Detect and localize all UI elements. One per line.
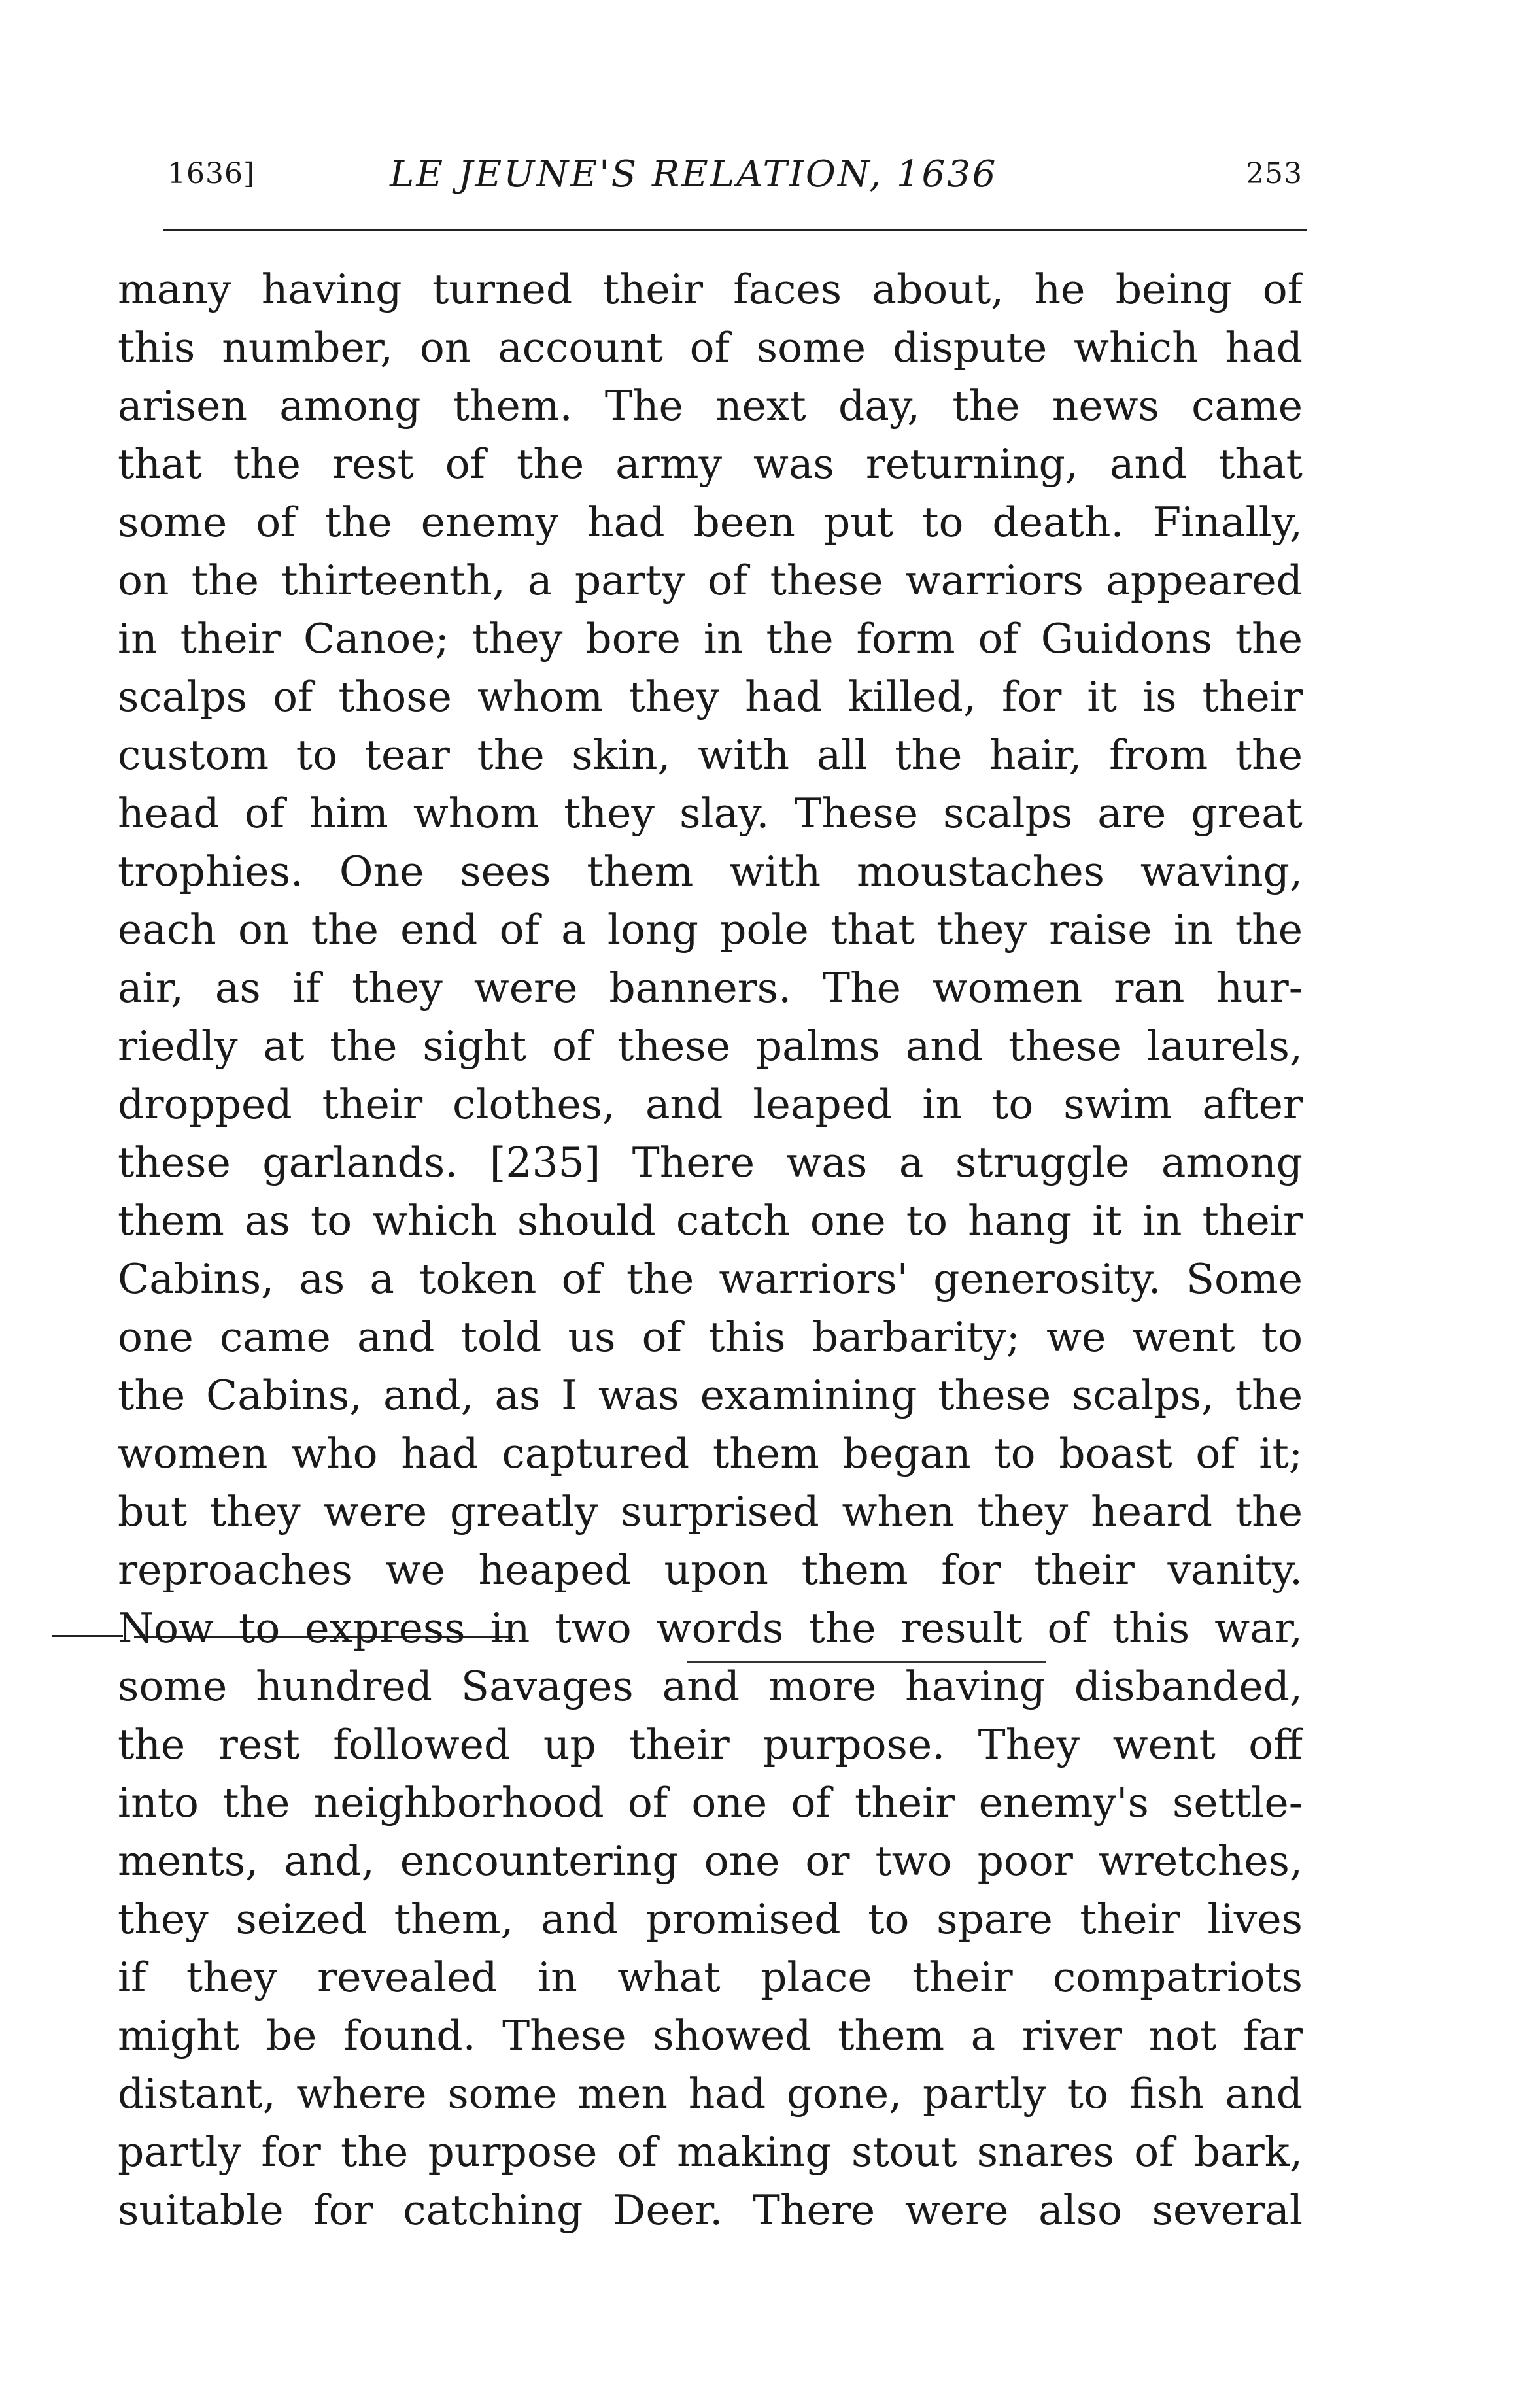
text-line: the Cabins, and, as I was examining these scalps, the (118, 1371, 1303, 1419)
text-line: in their Canoe; they bore in the form of Guidons the (118, 615, 1303, 662)
text-line: riedly at the sight of these palms and these laurels, (118, 1022, 1303, 1070)
text-line: the rest followed up their purpose. They went off (118, 1721, 1303, 1768)
text-line: trophies. One sees them with moustaches waving, (118, 848, 1303, 895)
text-line: custom to tear the skin, with all the hair, from the (118, 731, 1303, 779)
text-line: Now to express in two words the result of this war, (118, 1604, 1303, 1652)
text-line: this number, on account of some dispute which had (118, 324, 1303, 371)
text-line: if they revealed in what place their compatriots (118, 1953, 1303, 2001)
body-text (118, 260, 1303, 2239)
text-line: these garlands. [235] There was a struggle among (118, 1139, 1303, 1186)
text-line: they seized them, and promised to spare their lives (118, 1895, 1303, 1943)
text-line: but they were greatly surprised when they heard the (118, 1488, 1303, 1536)
text-line: suitable for catching Deer. There were also several (118, 2186, 1303, 2234)
text-line: some of the enemy had been put to death. Finally, (118, 498, 1303, 546)
running-header (167, 153, 1303, 205)
text-line: air, as if they were banners. The women ran hur- (118, 964, 1303, 1012)
header-rule (163, 229, 1307, 231)
text-line: might be found. These showed them a river not far (118, 2012, 1303, 2059)
text-line: on the thirteenth, a party of these warriors appeared (118, 557, 1303, 604)
text-line: ments, and, encountering one or two poor wretches, (118, 1837, 1303, 1885)
text-line: dropped their clothes, and leaped in to swim after (118, 1080, 1303, 1128)
text-line: head of him whom they slay. These scalps are great (118, 789, 1303, 837)
text-line: one came and told us of this barbarity; we went to (118, 1313, 1303, 1361)
text-line: into the neighborhood of one of their enemy's settle- (118, 1779, 1303, 1827)
header-year: 1636] (167, 157, 256, 190)
text-line: arisen among them. The next day, the news came (118, 382, 1303, 430)
text-line: partly for the purpose of making stout snares of bark, (118, 2128, 1303, 2176)
text-line: women who had captured them began to boast of it; (118, 1430, 1303, 1477)
text-line: them as to which should catch one to hang it in their (118, 1197, 1303, 1245)
text-line: each on the end of a long pole that they raise in the (118, 906, 1303, 954)
margin-pencil-mark (52, 1635, 123, 1637)
text-line: many having turned their faces about, he being of (118, 266, 1303, 313)
page-number: 253 (1246, 157, 1303, 190)
header-title: LE JEUNE'S RELATION, 1636 (390, 153, 998, 196)
text-line: some hundred Savages and more having disbanded, (118, 1662, 1303, 1710)
text-line: scalps of those whom they had killed, for it is their (118, 673, 1303, 721)
text-line: distant, where some men had gone, partly to fish and (118, 2070, 1303, 2118)
text-line: Cabins, as a token of the warriors' generosity. Some (118, 1255, 1303, 1303)
text-line: reproaches we heaped upon them for their vanity. (118, 1546, 1303, 1594)
text-line: that the rest of the army was returning, and that (118, 440, 1303, 488)
